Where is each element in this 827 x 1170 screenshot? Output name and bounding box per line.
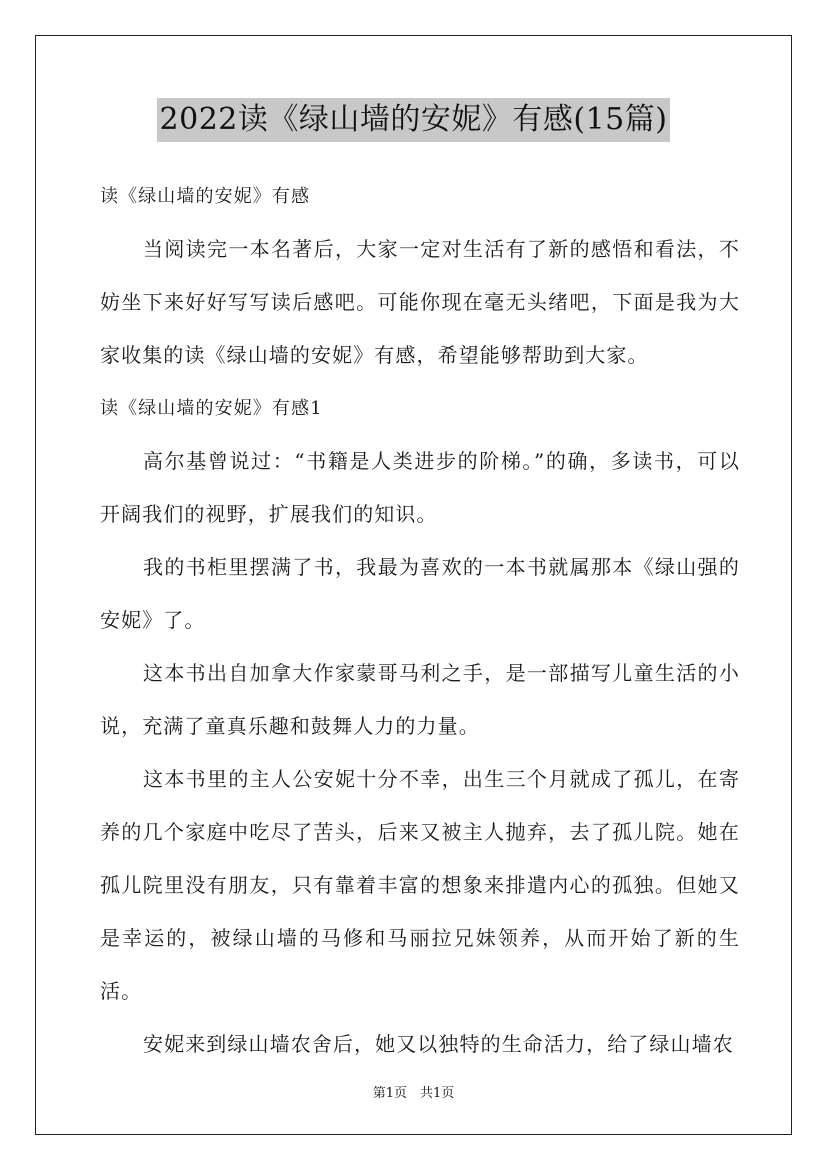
intro-paragraph: 当阅读完一本名著后，大家一定对生活有了新的感悟和看法，不妨坐下来好好写写读后感吧。可能你现在毫无头绪吧，下面是我为大家收集的读《绿山墙的安妮》有感，希望能够帮助到大家。 [100, 237, 740, 367]
body-paragraph: 这本书里的主人公安妮十分不幸，出生三个月就成了孤儿，在寄养的几个家庭中吃尽了苦头，后来又被主人抛弃，去了孤儿院。她在孤儿院里没有朋友，只有靠着丰富的想象来排遣内心的孤独。但她又是幸运的，被绿山墙的马修和马丽拉兄妹领养，从而开始了新的生活。 [100, 767, 740, 1003]
section-heading-1: 读《绿山墙的安妮》有感1 [100, 398, 323, 419]
document-body [100, 170, 740, 1071]
body-paragraph: 这本书出自加拿大作家蒙哥马利之手，是一部描写儿童生活的小说，充满了童真乐趣和鼓舞人力的力量。 [100, 661, 740, 738]
document-title: 2022读《绿山墙的安妮》有感(15篇) [157, 98, 671, 142]
body-paragraph: 高尔基曾说过：“书籍是人类进步的阶梯。”的确，多读书，可以开阔我们的视野，扩展我们的知识。 [100, 449, 740, 526]
page-footer: 第1页 共1页 [372, 1086, 455, 1101]
body-paragraph: 安妮来到绿山墙农舍后，她又以独特的生命活力，给了绿山墙农 [143, 1032, 734, 1056]
body-paragraph: 我的书柜里摆满了书，我最为喜欢的一本书就属那本《绿山强的安妮》了。 [100, 555, 740, 632]
title-wrap [0, 98, 827, 142]
intro-heading: 读《绿山墙的安妮》有感 [100, 186, 311, 207]
